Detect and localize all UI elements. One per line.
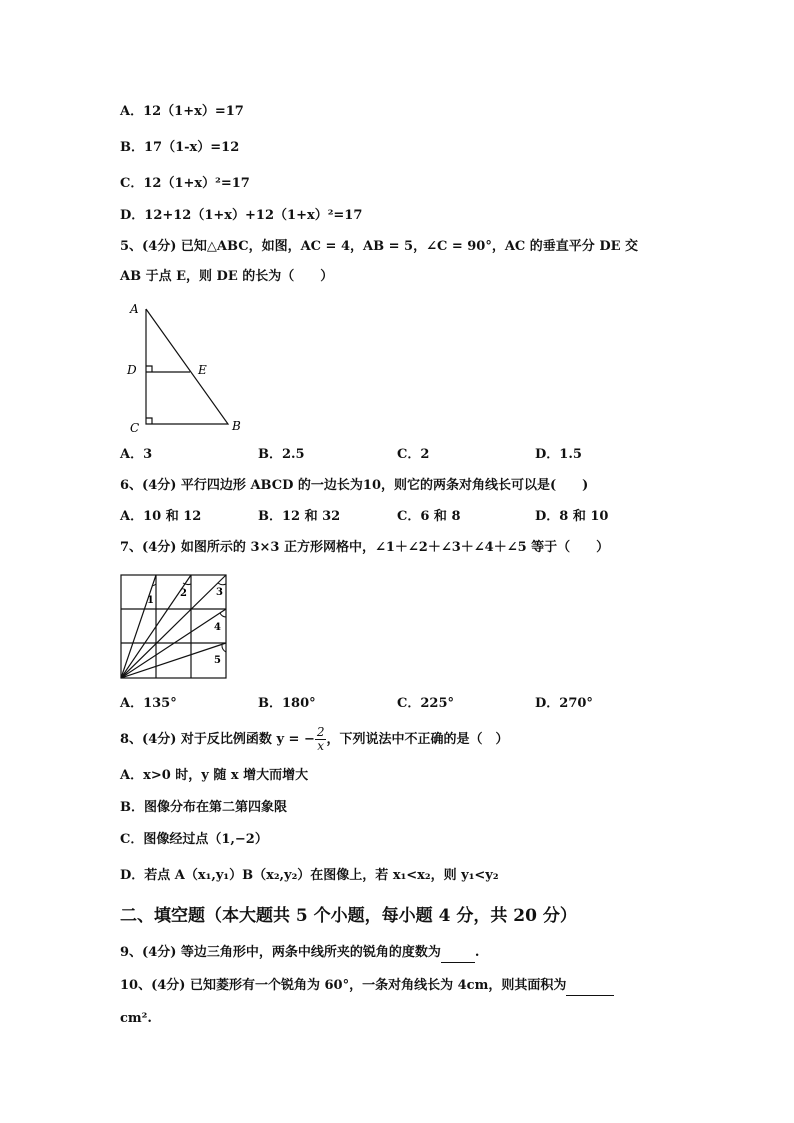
vertex-label-b: B (232, 419, 241, 433)
q10-unit: cm². (120, 1011, 152, 1026)
q7-stem: 7、(4分) 如图所示的 3×3 正方形网格中，∠1＋∠2＋∠3＋∠4＋∠5 等于（ ） (120, 540, 610, 555)
q8-fraction (315, 726, 327, 753)
q4-option-d: D．12+12（1+x）+12（1+x）²=17 (120, 208, 363, 223)
q8-fraction-denominator: x (317, 739, 325, 753)
q7-option-c: C．225° (397, 696, 454, 711)
angle-label-3: 3 (216, 587, 223, 598)
vertex-label-e: E (198, 363, 207, 377)
q10-stem: 10、(4分) 已知菱形有一个锐角为 60°，一条对角线长为 4cm，则其面积为 (120, 978, 567, 993)
right-angle-mark-d (146, 366, 152, 372)
q5-option-a: A．3 (120, 447, 153, 462)
q4-option-a: A．12（1+x）=17 (120, 104, 244, 119)
vertex-label-c: C (130, 421, 140, 435)
q5-stem-line1: 5、(4分) 已知△ABC，如图，AC = 4，AB = 5，∠C = 90°，AC 的垂直平分 DE 交 (120, 239, 639, 254)
q6-option-b: B．12 和 32 (258, 509, 341, 524)
vertex-label-a: A (130, 302, 139, 316)
q5-option-d: D．1.5 (535, 447, 582, 462)
q8-fraction-numerator: 2 (316, 725, 325, 739)
angle-label-4: 4 (214, 622, 221, 633)
q5-option-b: B．2.5 (258, 447, 305, 462)
q8-stem (120, 722, 509, 758)
q8-option-b: B．图像分布在第二第四象限 (120, 800, 287, 815)
angle-arcs (152, 583, 226, 652)
q6-option-c: C．6 和 8 (397, 509, 461, 524)
section-heading-fill-in: 二、填空题（本大题共 5 个小题，每小题 4 分，共 20 分） (120, 906, 577, 926)
q7-grid-figure (120, 574, 230, 680)
q5-stem-line2: AB 于点 E，则 DE 的长为（ ） (120, 269, 334, 284)
angle-label-1: 1 (147, 595, 154, 606)
q5-triangle-figure (120, 298, 250, 438)
angle-label-5: 5 (214, 655, 221, 666)
q8-option-a: A．x>0 时，y 随 x 增大而增大 (120, 768, 309, 783)
q7-option-d: D．270° (535, 696, 593, 711)
q7-option-b: B．180° (258, 696, 316, 711)
q8-stem-pre: 8、(4分) 对于反比例函数 y = − (120, 732, 315, 747)
q10-line (120, 977, 614, 996)
q8-stem-post: ，下列说法中不正确的是（ ） (326, 732, 509, 747)
triangle-abc (146, 309, 228, 424)
angle-label-2: 2 (180, 588, 187, 599)
q5-option-c: C．2 (397, 447, 430, 462)
q4-option-b: B．17（1-x）=12 (120, 140, 240, 155)
q9-answer-blank[interactable] (441, 944, 475, 963)
vertex-label-d: D (127, 363, 137, 377)
q8-option-d: D．若点 A（x₁,y₁）B（x₂,y₂）在图像上，若 x₁<x₂，则 y₁<y₂ (120, 868, 499, 883)
right-angle-mark-c (146, 418, 152, 424)
q9-line (120, 944, 479, 963)
diagonal-rays (121, 575, 226, 678)
q8-option-c: C．图像经过点（1,−2） (120, 832, 268, 847)
q6-option-a: A．10 和 12 (120, 509, 202, 524)
q6-option-d: D．8 和 10 (535, 509, 609, 524)
q6-stem: 6、(4分) 平行四边形 ABCD 的一边长为10，则它的两条对角线长可以是( ) (120, 478, 589, 493)
q9-end: . (474, 945, 480, 960)
q10-answer-blank[interactable] (566, 977, 614, 996)
q4-option-c: C．12（1+x）²=17 (120, 176, 250, 191)
q9-stem: 9、(4分) 等边三角形中，两条中线所夹的锐角的度数为 (120, 945, 441, 960)
q7-option-a: A．135° (120, 696, 177, 711)
